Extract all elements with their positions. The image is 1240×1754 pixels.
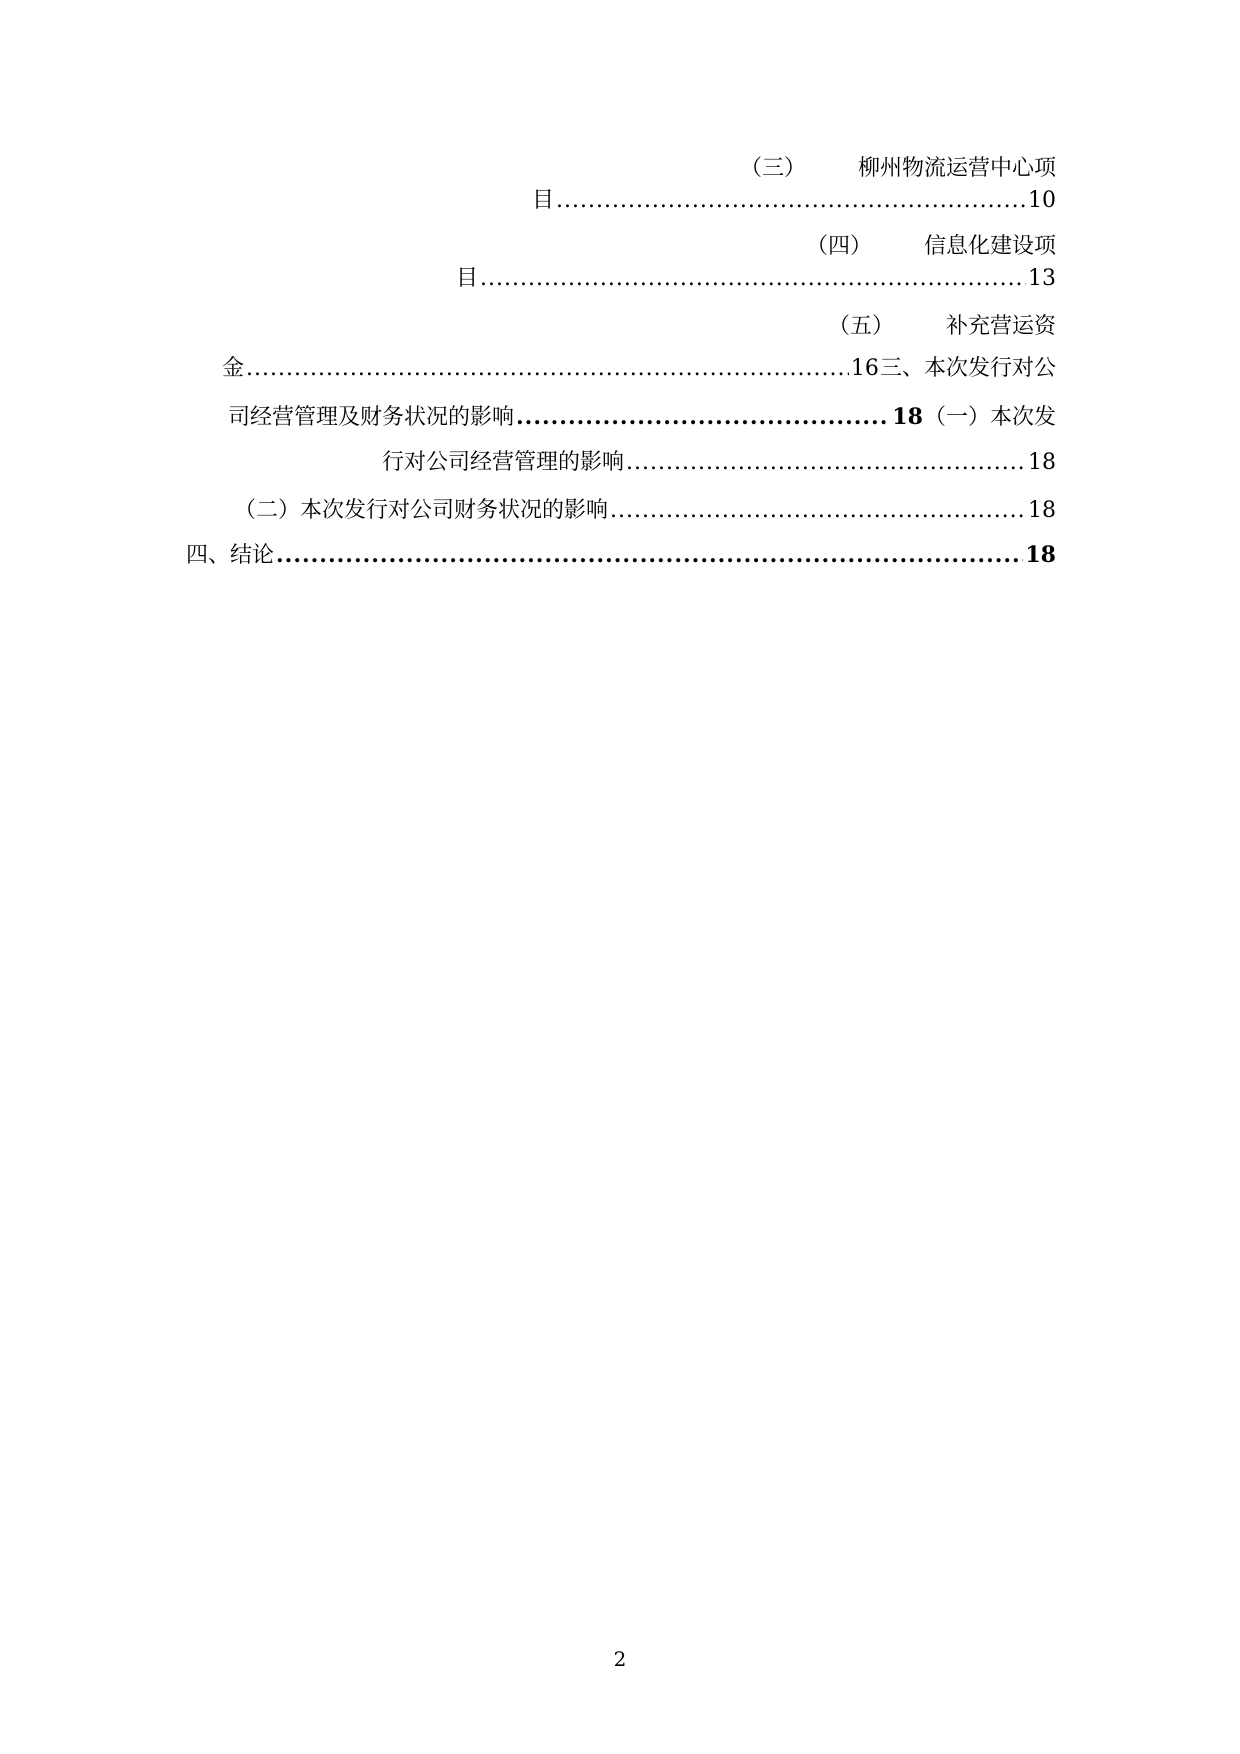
toc-leader-dots bbox=[480, 264, 1026, 294]
toc-leader-dots bbox=[626, 448, 1026, 478]
toc-entry-5-line-1 bbox=[186, 312, 1056, 342]
toc-entry-3-line-1 bbox=[186, 154, 1056, 184]
toc-sub-1-page: 18 bbox=[1028, 450, 1056, 475]
toc-sec-4-title: 四、结论 bbox=[186, 543, 275, 568]
toc-entry-4-title-cont: 目 bbox=[456, 266, 479, 291]
toc-entry-4-line-1 bbox=[186, 232, 1056, 262]
toc-entry-5-page: 16 bbox=[850, 356, 879, 381]
toc-sec-3-page: 18 bbox=[892, 404, 923, 430]
toc-sec-3-title: 司经营管理及财务状况的影响 bbox=[228, 405, 515, 430]
toc-sec-4-page: 18 bbox=[1025, 542, 1056, 568]
toc-entry-5-title-cont: 金 bbox=[222, 356, 245, 381]
toc-entry-5-line-2[interactable] bbox=[222, 354, 1056, 384]
toc-sub-2-title: （二）本次发行对公司财务状况的影响 bbox=[234, 498, 609, 523]
toc-entry-3-title-cont: 目 bbox=[532, 188, 555, 213]
toc-leader-dots bbox=[556, 186, 1026, 216]
toc-entry-3-line-2[interactable] bbox=[532, 186, 1056, 216]
toc-entry-3-title: 柳州物流运营中心项 bbox=[857, 156, 1056, 181]
toc-sub-1-start: （一）本次发 bbox=[923, 405, 1056, 430]
toc-entry-3-page: 10 bbox=[1028, 188, 1056, 213]
toc-leader-dots bbox=[246, 354, 849, 384]
toc-entry-3-label: （三） bbox=[739, 156, 806, 181]
toc-entry-sec-3[interactable] bbox=[228, 402, 1056, 432]
toc-entry-5-title: 补充营运资 bbox=[945, 314, 1056, 339]
toc-entry-4-page: 13 bbox=[1028, 266, 1056, 291]
toc-leader-dots bbox=[516, 402, 890, 432]
toc-entry-5-label: （五） bbox=[827, 314, 894, 339]
toc-entry-sub-1[interactable] bbox=[382, 448, 1056, 478]
toc-entry-sec-4[interactable] bbox=[186, 540, 1056, 570]
toc-sub-1-title: 行对公司经营管理的影响 bbox=[382, 450, 625, 475]
page-number: 2 bbox=[613, 1647, 627, 1671]
toc-entry-sub-2[interactable] bbox=[234, 496, 1056, 526]
toc-entry-4-label: （四） bbox=[805, 234, 872, 259]
toc-leader-dots bbox=[610, 496, 1026, 526]
toc-sec-3-start: 三、本次发行对公 bbox=[879, 356, 1056, 381]
toc-sub-2-page: 18 bbox=[1028, 498, 1056, 523]
toc-leader-dots bbox=[276, 540, 1023, 570]
toc-entry-4-title: 信息化建设项 bbox=[923, 234, 1056, 259]
toc-entry-4-line-2[interactable] bbox=[456, 264, 1056, 294]
